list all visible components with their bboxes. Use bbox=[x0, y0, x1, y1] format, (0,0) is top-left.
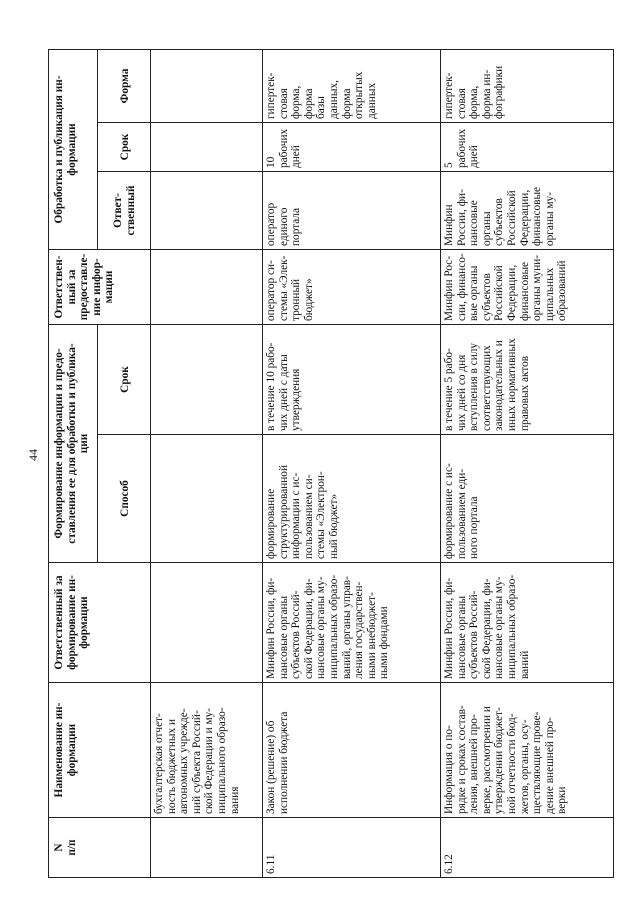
header-row bbox=[49, 50, 98, 878]
cell-name: Информация о по- рядке и сроках состав- ления, внешней про- верке, рассмотрении и утверждении бюджет- ной отчетности бюд- жетов, органы, осу- ществляющие прове- дение внешней про- верки bbox=[441, 683, 614, 818]
table-row bbox=[263, 50, 441, 878]
cell-proc-term bbox=[151, 123, 263, 172]
cell-term: в течение 5 рабо- чих дней со дня вступления в силу соответствующих законодательных и иных нормативных правовых актов bbox=[441, 325, 614, 435]
cell-term: в течение 10 рабо- чих дней с даты утверждения bbox=[263, 325, 441, 435]
cell-resp-provide: Минфин Рос- сии, финансо- вые органы субъектов Российской Федерации, финансовые органы муни- ципальных образований bbox=[441, 250, 614, 325]
cell-resp-form: Минфин России, фи- нансовые органы субъектов Россий- ской Федерации, фи- нансовые органы му- ниципальных образо- ваний bbox=[441, 563, 614, 683]
header-group-form: Формирование информации и предо- ставления ее для обработки и публика- ции bbox=[49, 325, 98, 563]
header-form: Форма bbox=[98, 50, 151, 123]
cell-resp-proc: Минфин России, фи- нансовые органы субъектов Российской Федерации, финансовые органы му- bbox=[441, 172, 614, 250]
cell-form bbox=[151, 50, 263, 123]
cell-resp-provide bbox=[151, 250, 263, 325]
cell-resp-form bbox=[151, 563, 263, 683]
cell-resp-form: Минфин России, фи- нансовые органы субъектов Россий- ской Федерации, фи- нансовые органы му- ниципальных образо- ваний, органы управ- ления государствен- ными внебюджет- ными фондами bbox=[263, 563, 441, 683]
header-term: Срок bbox=[98, 325, 151, 435]
header-name: Наименование ин- формации bbox=[49, 683, 151, 818]
cell-resp-provide: оператор си- стемы «Элек- тронный бюджет» bbox=[263, 250, 441, 325]
cell-form: гипертек- стовая форма, форма базы данных, форма открытых данных bbox=[263, 50, 441, 123]
cell-proc-term: 5 рабочих дней bbox=[441, 123, 614, 172]
cell-method bbox=[151, 435, 263, 563]
cell-proc-term: 10 рабочих дней bbox=[263, 123, 441, 172]
header-num: N п/п bbox=[49, 818, 151, 878]
cell-method: формирование с ис- пользованием еди- ного портала bbox=[441, 435, 614, 563]
header-resp-form: Ответственный за формирование ин- формации bbox=[49, 563, 151, 683]
cell-num: 6.11 bbox=[263, 818, 441, 878]
cell-num: 6.12 bbox=[441, 818, 614, 878]
header-method: Способ bbox=[98, 435, 151, 563]
information-table bbox=[48, 49, 614, 878]
header-proc-term: Срок bbox=[98, 123, 151, 172]
cell-resp-proc: оператор единого портала bbox=[263, 172, 441, 250]
cell-form: гипертек- стовая форма, форма ин- фографики bbox=[441, 50, 614, 123]
table-row bbox=[151, 50, 263, 878]
header-group-proc: Обработка и публикация ин- формации bbox=[49, 50, 98, 250]
cell-resp-proc bbox=[151, 172, 263, 250]
header-resp-provide: Ответствен- ный за предоставле- ние инфор- мации bbox=[49, 250, 151, 325]
header-resp-proc: Ответ- ственный bbox=[98, 172, 151, 250]
cell-name: бухгалтерская отчет- ность бюджетных и автономных учрежде- ний субъекта Россий- ской Федерации и му- ниципального образо- вания bbox=[151, 683, 263, 818]
cell-name: Закон (решение) об исполнении бюджета bbox=[263, 683, 441, 818]
table-row bbox=[441, 50, 614, 878]
cell-num bbox=[151, 818, 263, 878]
cell-method: формирование структурированной информации с ис- пользованием си- стемы «Электрон- ный бюджет» bbox=[263, 435, 441, 563]
page-number: 44 bbox=[26, 449, 40, 461]
cell-term bbox=[151, 325, 263, 435]
